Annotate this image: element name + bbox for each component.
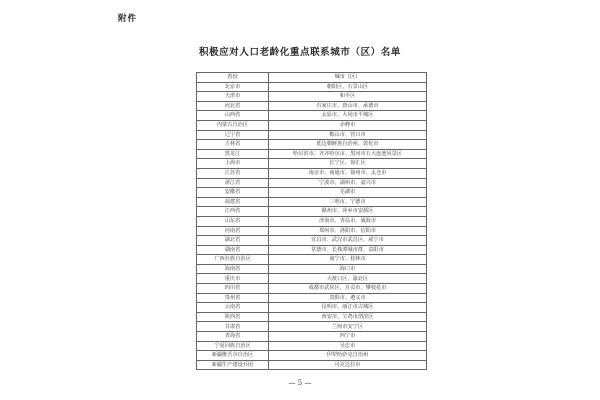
city-cell: 南宁市、桂林市 xyxy=(269,255,427,265)
city-cell: 宁波市、湖州市、嘉兴市 xyxy=(269,178,427,188)
table-row xyxy=(197,178,427,188)
province-cell: 福建省 xyxy=(197,197,269,207)
city-cell: 朝阳区、石景山区 xyxy=(269,82,427,92)
table-row xyxy=(197,188,427,198)
province-cell: 河北省 xyxy=(197,101,269,111)
city-cell: 西宁市 xyxy=(269,332,427,342)
document-title: 积极应对人口老龄化重点联系城市（区）名单 xyxy=(198,47,401,58)
city-cell: 伊犁哈萨克自治州 xyxy=(269,351,427,361)
province-cell: 内蒙古自治区 xyxy=(197,120,269,130)
table-row xyxy=(197,92,427,102)
table-row xyxy=(197,120,427,130)
city-cell: 西安市、宝鸡市渭滨区 xyxy=(269,312,427,322)
table-row xyxy=(197,140,427,150)
table-row xyxy=(197,332,427,342)
table-row xyxy=(197,130,427,140)
city-cell: 赤峰市 xyxy=(269,120,427,130)
table-row xyxy=(197,216,427,226)
city-cell: 哈尔滨市、齐齐哈尔市、黑河市五大连池风景区 xyxy=(269,149,427,159)
city-cell: 芜湖市 xyxy=(269,188,427,198)
table-row xyxy=(197,303,427,313)
province-cell: 云南省 xyxy=(197,303,269,313)
province-cell: 湖南省 xyxy=(197,245,269,255)
table-row xyxy=(197,322,427,332)
city-list-table xyxy=(196,72,427,370)
province-cell: 江西省 xyxy=(197,207,269,217)
province-cell: 黑龙江 xyxy=(197,149,269,159)
city-cell: 常德市、长株潭城市群、益阳市 xyxy=(269,245,427,255)
province-cell: 上海市 xyxy=(197,159,269,169)
table-row xyxy=(197,149,427,159)
province-cell: 江苏省 xyxy=(197,168,269,178)
city-cell: 济南市、青岛市、威海市 xyxy=(269,216,427,226)
province-cell: 河南省 xyxy=(197,226,269,236)
table-row xyxy=(197,274,427,284)
city-cell: 延边朝鲜族自治州、敦化市 xyxy=(269,140,427,150)
province-cell: 吉林省 xyxy=(197,140,269,150)
table-row xyxy=(197,168,427,178)
table-row xyxy=(197,159,427,169)
city-cell: 海口市 xyxy=(269,264,427,274)
table-row xyxy=(197,284,427,294)
province-cell: 北京市 xyxy=(197,82,269,92)
province-cell: 浙江省 xyxy=(197,178,269,188)
city-cell: 南京市、南通市、徐州市、太仓市 xyxy=(269,168,427,178)
column-header-province: 省份 xyxy=(197,73,269,83)
city-cell: 郑州市、洛阳市、信阳市 xyxy=(269,226,427,236)
province-cell: 天津市 xyxy=(197,92,269,102)
table-body xyxy=(197,82,427,370)
table-row xyxy=(197,207,427,217)
city-cell: 石家庄市、唐山市、承德市 xyxy=(269,101,427,111)
attachment-label: 附件 xyxy=(118,14,138,24)
province-cell: 海南省 xyxy=(197,264,269,274)
table-row xyxy=(197,312,427,322)
province-cell: 山东省 xyxy=(197,216,269,226)
city-cell: 三明市、宁德市 xyxy=(269,197,427,207)
table-row xyxy=(197,111,427,121)
province-cell: 重庆市 xyxy=(197,274,269,284)
province-cell: 贵州省 xyxy=(197,293,269,303)
table-row xyxy=(197,245,427,255)
table-row xyxy=(197,255,427,265)
city-cell: 太原市、大同市平城区 xyxy=(269,111,427,121)
table-row xyxy=(197,264,427,274)
table-row xyxy=(197,82,427,92)
province-cell: 新疆维吾尔自治区 xyxy=(197,351,269,361)
city-cell: 大渡口区、渝北区 xyxy=(269,274,427,284)
table-header-row xyxy=(197,73,427,83)
province-cell: 甘肃省 xyxy=(197,322,269,332)
table-row xyxy=(197,351,427,361)
table-row xyxy=(197,197,427,207)
column-header-city: 城市（区） xyxy=(269,73,427,83)
city-cell: 贵阳市、遵义市 xyxy=(269,293,427,303)
table-row xyxy=(197,226,427,236)
city-cell: 宜昌市、武汉市武昌区、咸宁市 xyxy=(269,236,427,246)
province-cell: 四川省 xyxy=(197,284,269,294)
province-cell: 广西壮族自治区 xyxy=(197,255,269,265)
city-cell: 成都市武侯区、自贡市、攀枝花市 xyxy=(269,284,427,294)
city-cell: 赣州市、萍乡市安源区 xyxy=(269,207,427,217)
city-cell: 长宁区、徐汇区 xyxy=(269,159,427,169)
province-cell: 新疆生产建设兵团 xyxy=(197,360,269,370)
province-cell: 湖北省 xyxy=(197,236,269,246)
page-number: — 5 — xyxy=(288,379,312,387)
province-cell: 山西省 xyxy=(197,111,269,121)
city-cell: 昆明市、丽江市古城区 xyxy=(269,303,427,313)
city-cell: 吴忠市 xyxy=(269,341,427,351)
table-row xyxy=(197,293,427,303)
province-cell: 辽宁省 xyxy=(197,130,269,140)
province-cell: 青海省 xyxy=(197,332,269,342)
province-cell: 安徽省 xyxy=(197,188,269,198)
province-cell: 陕西省 xyxy=(197,312,269,322)
table-row xyxy=(197,101,427,111)
city-cell: 鞍山市、营口市 xyxy=(269,130,427,140)
city-cell: 兰州市安宁区 xyxy=(269,322,427,332)
province-cell: 宁夏回族自治区 xyxy=(197,341,269,351)
table-row xyxy=(197,341,427,351)
city-cell: 和平区 xyxy=(269,92,427,102)
table-row xyxy=(197,360,427,370)
table-row xyxy=(197,236,427,246)
city-cell: 可克达拉市 xyxy=(269,360,427,370)
